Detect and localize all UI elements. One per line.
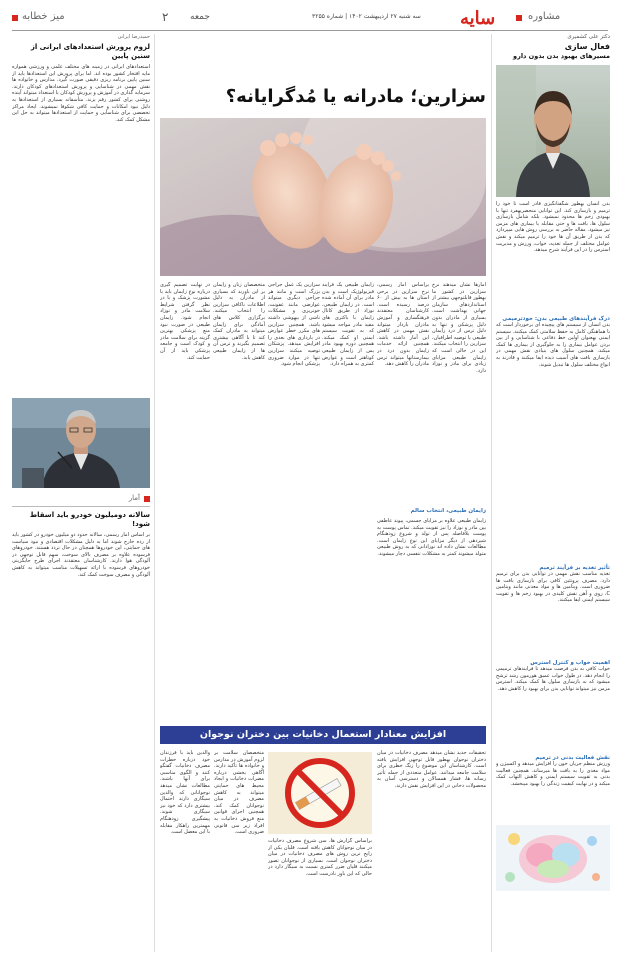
sidebar-illustration [496, 825, 610, 891]
left-section-rule [12, 506, 150, 507]
brain-illustration [496, 825, 610, 891]
left-section-row [12, 494, 150, 504]
masthead-logo: سایه [460, 8, 496, 29]
left-divider [154, 34, 155, 952]
baby-feet-photo [160, 118, 486, 276]
sidebar-divider [491, 34, 492, 952]
sidebar-subheading-4: نقش فعالیت بدنی در ترمیم [535, 755, 610, 761]
sidebar-body-4: خواب کافی به بدن فرصت میدهد تا فرآیندهای ترمیمی را انجام دهد. در طول خواب عمیق هورمون رشد ترشح میشود که به بازسازی سلول ها کمک میکند. استرس مزمن نیز میتواند توانایی بدن برای بهبود را کاهش دهد. [496, 666, 610, 692]
header-right-section: مشاوره [528, 11, 561, 22]
section-marker-icon [144, 496, 150, 502]
main-col-2: براساس آمار رسمی، نرخ سزارین در برخی استان ها به بیش از ۶۰ درصد رسیده است. کارشناسان معتقدند فرهنگسازی و آموزش مادران باردار میتواند نقش مهمی در کاهش این آمار داشته باشد. همچنین ارائه خدمات زایمان بدون درد در بیمارستانها میتواند ترس مادران را کاهش دهد. [377, 282, 429, 368]
left-photo [12, 398, 150, 488]
page-number: ۲ [162, 10, 169, 24]
sidebar-subheading-2: تأثیر تغذیه بر فرآیند ترمیم [539, 565, 610, 571]
left-body-2: بر اساس آمار رسمی، سالانه حدود دو میلیون خودرو در کشور باید از رده خارج شوند اما به دلیل مشکلات اقتصادی و نبود سیاست های حمایتی، این خودروها همچنان در حال تردد هستند. خودروهای فرسوده علاوه بر مصرف بالای سوخت، سهم قابل توجهی در آلودگی هوا دارند. کارشناسان معتقدند اجرای طرح جایگزینی خودروهای فرسوده با ارائه تسهیلات مناسب میتواند به کاهش آلودگی و مصرف سوخت کمک کند. [12, 532, 150, 578]
sidebar-author: دکتر علی کشمیری [567, 34, 610, 40]
header-rule [12, 30, 608, 31]
section-marker-icon [516, 15, 522, 21]
author-photo-image [496, 65, 610, 197]
sidebar-body-3: تغذیه مناسب نقش مهمی در توانایی بدن برای ترمیم دارد. مصرف پروتئین کافی برای بازسازی بافت ها ضروری است. ویتامین ها و مواد معدنی مانند ویتامین C، روی و آهن نقش کلیدی در بهبود زخم ها و تقویت سیستم ایمنی ایفا میکنند. [496, 571, 610, 604]
left-column [12, 34, 150, 952]
sidebar-subheading-3: اهمیت خواب و کنترل استرس [530, 660, 610, 666]
main-headline: سزارین؛ مادرانه یا مُدگرایانه؟ [225, 86, 486, 107]
main-col-5: متخصصان زنان و زایمان بر این باورند که بسیاری از مادران به دلیل اطلاعات ناکافی سزارین را انتخاب میکنند. برگزاری کلاس های آمادگی برای زایمان میتواند به مادران کمک کند تا با آگاهی بیشتری تصمیم بگیرند و ترس آن ها از زایمان طبیعی کاهش یابد. [213, 282, 265, 361]
bottom-banner [160, 726, 486, 744]
page-header [12, 8, 608, 32]
sidebar-title-1: فعال سازی [564, 42, 610, 51]
left-body: استعدادهای ایرانی در زمینه های مختلف علمی و ورزشی همواره مایه افتخار کشور بوده اند. اما برای پرورش این استعدادها باید از سنین پایین برنامه ریزی دقیقی صورت گیرد. مدارس و خانواده ها نقش مهمی در شناسایی و پرورش استعدادهای کودکان دارند. سرمایه گذاری در آموزش و پرورش کودکان با استعداد میتواند آینده روشنی برای کشور رقم بزند. متأسفانه بسیاری از استعدادها به دلیل نبود امکانات و حمایت کافی شکوفا نمیشوند. ایجاد مراکز تخصصی برای شناسایی و حمایت از استعدادها میتواند به حل این مشکل کمک کند. [12, 64, 150, 123]
header-left-section: میز خطابه [22, 11, 65, 22]
section-marker-icon [12, 15, 18, 21]
issue-info: سه شنبه ۲۷ اردیبهشت ۱۴۰۲ | شماره ۳۲۵۵ [312, 13, 421, 20]
main-col-4: سزارین یک عمل جراحی بزرگ است و مانند هر جراحی دیگری میتواند عوارضی مانند عفونت، خونریزی و مشکلات ناشی از بیهوشی داشته باشد. همچنین سزارین های مکرر خطر عوارض در بارداری های بعدی را افزایش میدهد. پزشکان توصیه میکنند سزارین تنها در موارد ضروری پزشکی انجام شود. [268, 282, 320, 368]
sidebar-body-2: بدن انسان از سیستم های پیچیده ای برخوردار است که با هماهنگی کامل به حفظ سلامتی کمک میکنند. سیستم ایمنی بهعنوان اولین خط دفاعی با شناسایی و از بین بردن عوامل بیماری زا به جلوگیری از بیماری ها کمک میکند. همچنین سلول های بنیادی نقش مهمی در بازسازی بافت های آسیب دیده ایفا میکنند و قادرند به انواع مختلف سلول ها تبدیل شوند. [496, 322, 610, 368]
main-col-1: آمارها نشان میدهند نرخ سزارین در کشور ما بهطور قابلتوجهی بیشتر از استانداردهای سازمان جهانی بهداشت است. بسیاری از مادران بدون دلیل پزشکی و تنها به دلیل ترس از درد زایمان طبیعی یا توصیه اطرافیان، سزارین را انتخاب میکنند. این در حالی است که زایمان طبیعی مزایای زیادی برای مادر و نوزاد دارد. [432, 282, 486, 374]
bottom-headline: افزایش معنادار استعمال دخانیات بین دختران نوجوان [199, 729, 447, 740]
header-day: جمعه [190, 12, 210, 22]
main-subheading: زایمان طبیعی، انتخاب سالم [410, 508, 486, 514]
sidebar-body-5: ورزش منظم جریان خون را افزایش میدهد و اکسیژن و مواد مغذی را به بافت ها میرساند. همچنین فعالیت بدنی به تقویت سیستم ایمنی و کاهش التهاب کمک میکند و در نهایت کیفیت زندگی را بهبود میبخشد. [496, 761, 610, 787]
main-col-6: در نهایت تصمیم گیری درباره نوع زایمان باید با مشورت پزشک و با در نظر گرفتن شرایط سلامت مادر و نوزاد انجام شود. زایمان طبیعی در صورت نبود منع پزشکی بهترین گزینه برای سلامت مادر و کودک است و جامعه پزشکی باید از آن حمایت کند. [160, 282, 210, 361]
sidebar-title-2: مسیرهای بهبود بدن بدون دارو [513, 52, 610, 60]
bottom-col-2: براساس گزارش ها، سن شروع مصرف دخانیات در میان نوجوانان کاهش یافته است. قلیان یکی از رایج ترین روش های مصرف دخانیات در میان دختران نوجوان است. بسیاری از نوجوانان تصور میکنند قلیان ضرر کمتری نسبت به سیگار دارد در حالی که این باور نادرست است. [268, 838, 372, 877]
no-smoking-graphic [268, 752, 372, 834]
sidebar-column [496, 34, 610, 952]
main-body-lower: زایمان طبیعی علاوه بر مزایای جسمی، پیوند عاطفی بین مادر و نوزاد را نیز تقویت میکند. تماس پوست به پوست بلافاصله پس از تولد و شروع زودهنگام شیردهی از دیگر مزایای این نوع زایمان است. مطالعات نشان داده اند نوزادانی که به روش طبیعی متولد میشوند کمتر به مشکلات تنفسی دچار میشوند. [377, 518, 486, 557]
left-headline-2: سالانه دومیلیون خودرو باید اسقاط شود! [29, 511, 150, 528]
left-section-label: آمار [128, 494, 140, 502]
bottom-col-3: متخصصان سلامت بر لزوم آموزش در مدارس و خانواده ها تأکید دارند. آگاهی بخشی درباره مضرات دخانیات و ایجاد محیط های حمایتی میتواند به کاهش مصرف در میان نوجوانان کمک کند. همچنین اجرای قوانین منع فروش دخانیات به افراد زیر سن قانونی ضروری است. [214, 750, 264, 836]
left-headline: لزوم پرورش استعدادهای ایرانی از سنین پایین [30, 43, 150, 60]
left-top-label: حمیدرضا ایرانی [117, 34, 150, 40]
bottom-col-1: تحقیقات جدید نشان میدهد مصرف دخانیات در میان دختران نوجوان بهطور قابل توجهی افزایش یافته است. کارشناسان این موضوع را زنگ خطری برای سلامت جامعه میدانند. عوامل متعددی از جمله تأثیر رسانه ها، فشار همسالان و دسترسی آسان به محصولات دخانی در این افزایش نقش دارند. [377, 750, 486, 789]
main-col-3: زایمان طبیعی یک فرآیند فیزیولوژیک است و بدن مادر برای آن آماده شده است. در زایمان طبیعی، نوزاد از طریق کانال زایمان با باکتری های مفید مادر مواجه میشود که به تقویت سیستم ایمنی او کمک میکند. همچنین دوره بهبود مادر پس از زایمان طبیعی کوتاهتر است و عوارض کمتری به همراه دارد. [322, 282, 374, 368]
author-photo [496, 65, 610, 197]
bottom-col-4: والدین باید با فرزندان خود درباره خطرات مصرف دخانیات گفتگو کنند و الگوی مناسبی برای آنها باشند. مطالعات نشان میدهد نوجوانانی که والدین سیگاری دارند احتمال بیشتری دارد که خود نیز سیگاری شوند. پیشگیری زودهنگام مهمترین راهکار مقابله با این معضل است. [160, 750, 210, 836]
sidebar-subheading-1: درک فرآیندهای طبیعی بدن: خودترمیمی [502, 316, 610, 322]
feature-photo [160, 118, 486, 276]
sidebar-body-1: بدن انسان بهطور شگفتانگیزی قادر است تا خود را ترمیم و بازسازی کند. این توانایی منحصربهفرد تنها با بهبودی زخم ها محدود نمیشود. بلکه شامل بازسازی سلول ها، بافت ها و حتی مقابله با بیماری های مزمن نیز میشود. مقاله حاضر به بررسی روش هایی میپردازد که بدن از طریق آن ها خود را ترمیم میکند و نقش عوامل مختلف از جمله تغذیه، خواب، ورزش و مدیریت استرس را در این فرآیند شرح میدهد. [496, 201, 610, 254]
no-smoking-icon [268, 752, 372, 834]
speaker-photo [12, 398, 150, 488]
